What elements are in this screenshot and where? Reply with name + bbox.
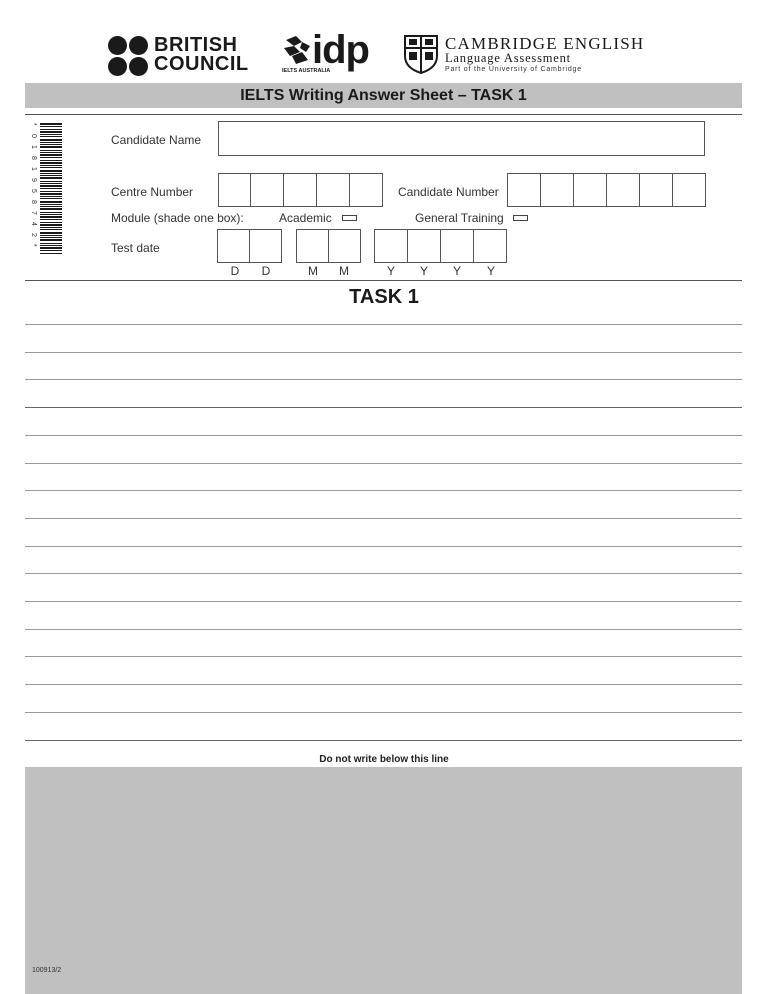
cambridge-shield-icon [403, 34, 439, 74]
centre-number-cells [219, 173, 383, 207]
date-month-cell[interactable] [328, 229, 361, 263]
candidate-number-cell[interactable] [672, 173, 706, 207]
date-letter-d: D [261, 264, 271, 278]
british-council-logo [108, 36, 248, 76]
candidate-number-cell[interactable] [639, 173, 673, 207]
centre-number-cell[interactable] [250, 173, 284, 207]
academic-label: Academic [279, 211, 332, 225]
test-date-year-cells [375, 229, 507, 263]
barcode-digit: 2 [30, 233, 37, 237]
cambridge-part: Part of the University of Cambridge [445, 66, 582, 73]
writing-line[interactable] [25, 352, 742, 353]
date-letter-m: M [308, 264, 318, 278]
test-date-label: Test date [111, 241, 160, 255]
date-letter-y: Y [452, 264, 461, 278]
writing-line[interactable] [25, 379, 742, 380]
date-month-cell[interactable] [296, 229, 329, 263]
form-code: 100913/2 [32, 967, 62, 974]
candidate-number-cell[interactable] [507, 173, 541, 207]
examiner-use-area [25, 767, 742, 994]
writing-line[interactable] [25, 518, 742, 519]
general-training-shade-box[interactable] [513, 215, 528, 221]
header-rule [25, 114, 742, 115]
barcode-digit: 1 [30, 167, 37, 171]
form-bottom-rule [25, 280, 742, 281]
barcode-digit: * [30, 123, 37, 126]
idp-subtitle: IELTS AUSTRALIA [282, 68, 331, 74]
writing-line[interactable] [25, 712, 742, 713]
date-day-cell[interactable] [249, 229, 282, 263]
british-council-line2: COUNCIL [154, 53, 249, 75]
date-year-cell[interactable] [407, 229, 441, 263]
date-year-cell[interactable] [440, 229, 474, 263]
centre-number-cell[interactable] [349, 173, 383, 207]
centre-number-label: Centre Number [111, 185, 194, 199]
candidate-number-cell[interactable] [540, 173, 574, 207]
barcode-digit: 4 [30, 222, 37, 226]
task-heading: TASK 1 [349, 286, 419, 308]
centre-number-cell[interactable] [316, 173, 350, 207]
barcode-bars-icon [40, 123, 62, 255]
writing-line[interactable] [25, 435, 742, 436]
barcode-digit: 0 [30, 134, 37, 138]
writing-line[interactable] [25, 573, 742, 574]
candidate-number-cell[interactable] [606, 173, 640, 207]
date-day-cell[interactable] [217, 229, 250, 263]
barcode-digit: 7 [30, 211, 37, 215]
date-letter-y: Y [486, 264, 495, 278]
writing-line[interactable] [25, 324, 742, 325]
candidate-number-label: Candidate Number [398, 185, 499, 199]
do-not-write-notice: Do not write below this line [319, 754, 449, 765]
general-training-label: General Training [415, 211, 504, 225]
test-date-month-cells [297, 229, 361, 263]
candidate-number-cells [508, 173, 706, 207]
centre-number-cell[interactable] [283, 173, 317, 207]
date-letter-y: Y [419, 264, 428, 278]
idp-wordmark: idp [312, 28, 369, 72]
candidate-name-field[interactable] [218, 121, 705, 156]
writing-line[interactable] [25, 656, 742, 657]
barcode-digit: 1 [30, 145, 37, 149]
writing-line[interactable] [25, 740, 742, 741]
barcode-digit: 8 [30, 200, 37, 204]
idp-logo [282, 28, 374, 78]
academic-shade-box[interactable] [342, 215, 357, 221]
sheet-title: IELTS Writing Answer Sheet – TASK 1 [25, 83, 742, 108]
british-council-dots-icon [108, 36, 150, 76]
date-year-cell[interactable] [374, 229, 408, 263]
centre-number-cell[interactable] [218, 173, 251, 207]
barcode-digit: 8 [30, 156, 37, 160]
barcode [30, 123, 64, 255]
date-letter-y: Y [386, 264, 395, 278]
test-date-day-cells [218, 229, 282, 263]
module-label: Module (shade one box): [111, 211, 244, 225]
writing-line[interactable] [25, 629, 742, 630]
candidate-name-label: Candidate Name [111, 133, 202, 147]
date-year-cell[interactable] [473, 229, 507, 263]
barcode-digits [30, 123, 38, 255]
writing-line[interactable] [25, 490, 742, 491]
barcode-digit: * [30, 244, 37, 247]
writing-line[interactable] [25, 546, 742, 547]
cambridge-logo [403, 34, 673, 78]
candidate-number-cell[interactable] [573, 173, 607, 207]
date-letter-m: M [339, 264, 349, 278]
writing-line[interactable] [25, 601, 742, 602]
date-letter-d: D [230, 264, 240, 278]
barcode-digit: 9 [30, 178, 37, 182]
cambridge-title: CAMBRIDGE ENGLISH [445, 34, 645, 53]
barcode-digit: 5 [30, 189, 37, 193]
writing-line[interactable] [25, 407, 742, 408]
writing-line[interactable] [25, 684, 742, 685]
writing-line[interactable] [25, 463, 742, 464]
idp-globe-icon [282, 34, 312, 68]
british-council-line1: BRITISH [154, 34, 238, 56]
cambridge-subtitle: Language Assessment [445, 51, 571, 65]
